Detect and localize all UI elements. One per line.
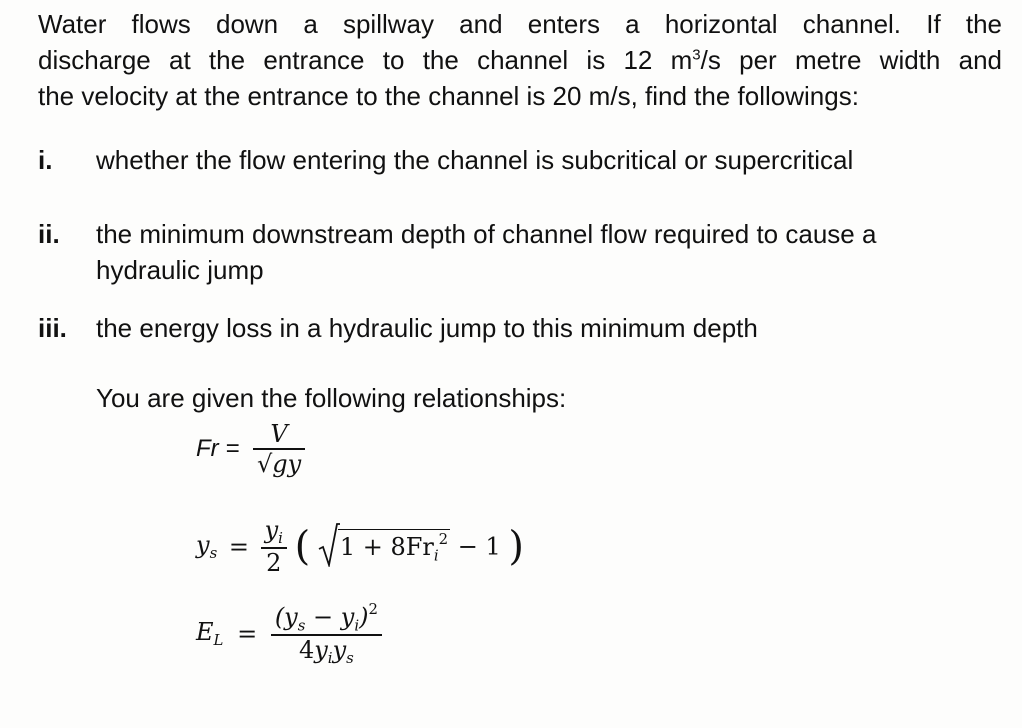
sequent-depth-formula: $y_s$ = $\frac{y_i}{2}$ ( $1 + 8Fr_i^2 - 1$ ): [196, 516, 524, 578]
item-text: the energy loss in a hydraulic jump to this minimum depth: [96, 313, 758, 343]
radical-sign: [318, 523, 340, 567]
item-text: the minimum downstream depth of channel flow required to cause a hydraulic jump: [96, 219, 877, 285]
item-number: ii.: [38, 219, 60, 249]
energy-loss-formula: $E_L$ = $\frac{(y_s - y_i)^2}{4y_iy_s}$: [196, 600, 382, 668]
problem-statement: [38, 6, 1002, 114]
problem-line-3: the velocity at the entrance to the channel is 20 m/s, find the followings:: [38, 81, 859, 111]
given-relationships-label: You are given the following relationships:: [96, 383, 567, 413]
item-number: iii.: [38, 313, 67, 343]
froude-formula: Fr = $\frac{V}{√gy}$: [196, 420, 305, 478]
item-number: i.: [38, 145, 53, 175]
item-text: whether the flow entering the channel is subcritical or supercritical: [96, 145, 854, 175]
cubed-superscript: 3: [692, 46, 701, 64]
problem-line-1: Water flows down a spillway and enters a horizontal channel. If the: [38, 9, 1002, 39]
problem-line-2: discharge at the entrance to the channel is 12 $m^3/s$ per metre width and: [38, 45, 1002, 75]
froude-denominator: √gy: [256, 450, 302, 478]
froude-numerator: V: [270, 420, 288, 448]
